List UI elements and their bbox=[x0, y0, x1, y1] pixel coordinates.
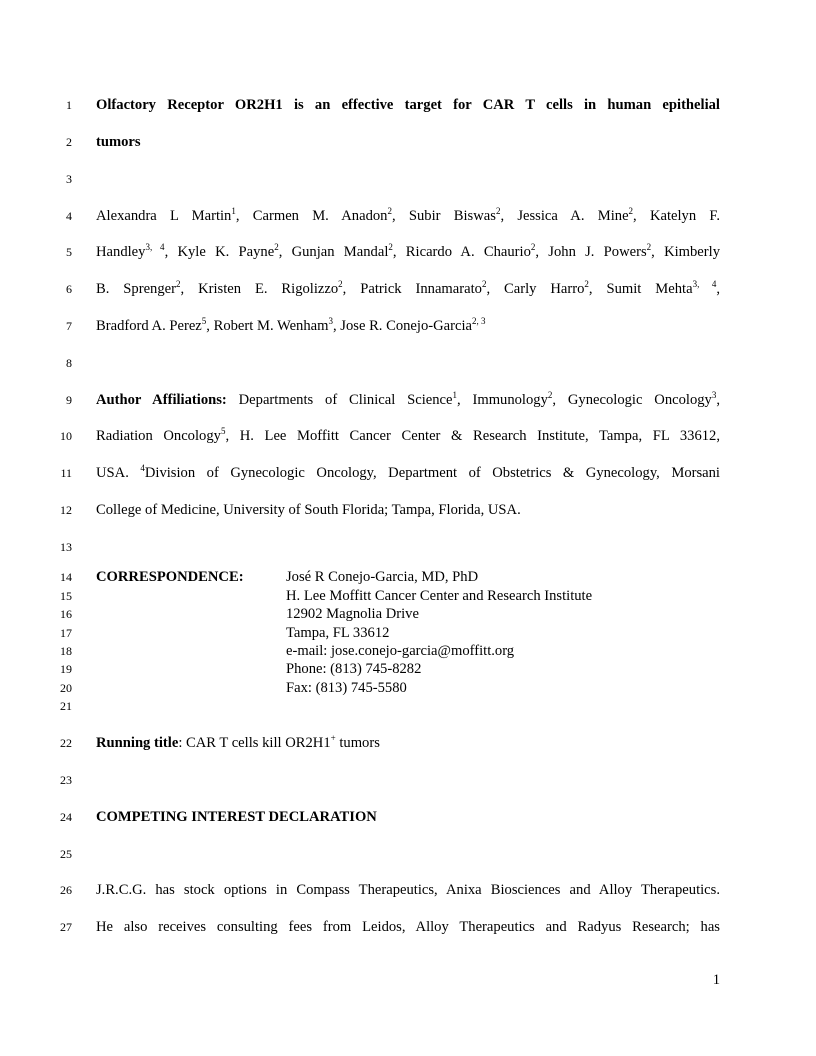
author-affiliation-sup: 2 bbox=[175, 279, 181, 289]
line-number: 14 bbox=[60, 570, 72, 584]
affiliations-line-10 bbox=[96, 427, 720, 445]
author-name: Carly Harro bbox=[504, 281, 585, 297]
competing-interest-heading: COMPETING INTEREST DECLARATION bbox=[96, 809, 377, 825]
line-number: 17 bbox=[60, 626, 72, 640]
line-number: 7 bbox=[66, 319, 72, 333]
author-affiliation-sup: 5 bbox=[201, 316, 207, 326]
author-affiliation-sup: 1 bbox=[231, 206, 236, 216]
correspondence-line: H. Lee Moffitt Cancer Center and Research Institute bbox=[286, 588, 593, 604]
line-number: 5 bbox=[66, 245, 72, 259]
running-title-label: Running title bbox=[96, 735, 179, 751]
author-name: Jessica A. Mine bbox=[517, 208, 629, 224]
correspondence-email: e-mail: jose.conejo-garcia@moffitt.org bbox=[286, 643, 515, 659]
line-number: 27 bbox=[60, 920, 72, 934]
author-name: John J. Powers bbox=[548, 244, 647, 260]
line-number: 13 bbox=[60, 540, 72, 554]
author-affiliation-sup: 2 bbox=[646, 242, 652, 252]
correspondence-line: José R Conejo-Garcia, MD, PhD bbox=[286, 569, 479, 585]
author-affiliation-sup: 2 bbox=[387, 206, 392, 216]
affiliations-l11-post: Division of Gynecologic Oncology, Department of Obstetrics & Gynecology, Morsani bbox=[144, 465, 720, 481]
affiliations-l11-pre: USA. bbox=[96, 465, 141, 481]
affiliation-text: , Immunology bbox=[456, 392, 548, 408]
author-affiliation-sup: 2 bbox=[530, 242, 536, 252]
author-name: Katelyn F. bbox=[649, 208, 720, 224]
affiliation-sup: 2 bbox=[547, 390, 553, 400]
affiliation-text: , Gynecologic Oncology bbox=[552, 392, 712, 408]
affiliations-label: Author Affiliations: bbox=[96, 392, 227, 408]
author-affiliation-sup: 2 bbox=[388, 242, 393, 252]
affiliations-line-11 bbox=[96, 464, 720, 482]
paper-title-line-2: tumors bbox=[96, 134, 141, 150]
line-number: 22 bbox=[60, 736, 72, 750]
author-name: Patrick Innamarato bbox=[360, 281, 482, 297]
affiliation-sup: 3 bbox=[711, 390, 717, 400]
author-name: Bradford A. Perez bbox=[96, 318, 202, 334]
competing-line-27: He also receives consulting fees from Leidos, Alloy Therapeutics and Radyus Research; has bbox=[96, 919, 720, 935]
author-name: B. Sprenger bbox=[96, 281, 176, 297]
line-number: 9 bbox=[66, 393, 72, 407]
author-name: Carmen M. Anadon bbox=[252, 208, 388, 224]
author-name: Subir Biswas bbox=[408, 208, 496, 224]
correspondence-line: 12902 Magnolia Drive bbox=[286, 606, 419, 622]
affiliation-text: Radiation Oncology bbox=[96, 428, 221, 444]
line-number: 21 bbox=[60, 699, 72, 713]
competing-line-26: J.R.C.G. has stock options in Compass Therapeutics, Anixa Biosciences and Alloy Therapeutics. bbox=[96, 882, 720, 898]
line-number: 25 bbox=[60, 847, 72, 861]
line-number: 10 bbox=[60, 429, 72, 443]
line-number: 12 bbox=[60, 503, 72, 517]
affiliation-text: , H. Lee Moffitt Cancer Center & Research Institute, Tampa, FL 33612, bbox=[225, 428, 720, 444]
affiliation-text: Departments of Clinical Science bbox=[238, 392, 453, 408]
author-name: Jose R. Conejo-Garcia bbox=[340, 318, 473, 334]
line-number: 26 bbox=[60, 883, 72, 897]
author-line-4: Alexandra L Martin$^1$, Carmen M. Anadon$^2$, Subir Biswas$^2$, Jessica A. Mine$^2$, Katelyn F. bbox=[96, 206, 720, 224]
author-affiliation-sup: 2 bbox=[274, 242, 279, 252]
running-title-text-end: tumors bbox=[335, 735, 380, 751]
author-affiliation-sup: 3 bbox=[328, 316, 333, 326]
author-name: Kimberly bbox=[664, 244, 720, 260]
author-name: Alexandra L Martin bbox=[96, 208, 232, 224]
author-affiliation-sup: 3, 4 bbox=[692, 279, 717, 289]
author-affiliation-sup: 2 bbox=[338, 279, 343, 289]
author-affiliation-sup: 3, 4 bbox=[145, 242, 165, 252]
author-name: Gunjan Mandal bbox=[291, 244, 389, 260]
author-name: Sumit Mehta bbox=[606, 281, 693, 297]
author-affiliation-sup: 2 bbox=[628, 206, 634, 216]
author-affiliation-sup: 2, 3 bbox=[472, 316, 486, 326]
line-number: 1 bbox=[66, 98, 72, 112]
affiliation-sup: 5 bbox=[220, 426, 226, 436]
line-number: 3 bbox=[66, 172, 72, 186]
running-title bbox=[96, 734, 720, 752]
correspondence-phone: Phone: (813) 745-8282 bbox=[286, 661, 422, 677]
author-name: Ricardo A. Chaurio bbox=[405, 244, 531, 260]
author-line-6: B. Sprenger$^2$, Kristen E. Rigolizzo$^2$, Patrick Innamarato$^2$, Carly Harro$^2$, Sumit Mehta$^{3, 4}$, bbox=[96, 279, 720, 297]
line-number: 19 bbox=[60, 662, 72, 676]
running-title-sup: + bbox=[330, 733, 336, 743]
correspondence-label: CORRESPONDENCE: bbox=[96, 569, 244, 585]
running-title-text: : CAR T cells kill OR2H1 bbox=[178, 735, 331, 751]
author-name: Robert M. Wenham bbox=[213, 318, 329, 334]
correspondence-fax: Fax: (813) 745-5580 bbox=[286, 680, 407, 696]
affiliation-text: , bbox=[716, 392, 721, 408]
author-name: Handley bbox=[96, 244, 146, 260]
affiliations-line-12: College of Medicine, University of South Florida; Tampa, Florida, USA. bbox=[96, 502, 521, 518]
line-number: 23 bbox=[60, 773, 72, 787]
author-name: Kristen E. Rigolizzo bbox=[198, 281, 339, 297]
affiliation-sup: 4 bbox=[140, 463, 145, 473]
line-number: 18 bbox=[60, 644, 72, 658]
line-number: 4 bbox=[66, 209, 72, 223]
paper-title-line-1: Olfactory Receptor OR2H1 is an effective target for CAR T cells in human epithelial bbox=[96, 97, 720, 113]
page-number: 1 bbox=[712, 972, 720, 988]
line-number: 6 bbox=[66, 282, 72, 296]
author-line-5: Handley$^{3, 4}$, Kyle K. Payne$^2$, Gunjan Mandal$^2$, Ricardo A. Chaurio$^2$, John J. Powers$^2$, Kimberly bbox=[96, 242, 720, 260]
affiliation-sup: 1 bbox=[452, 390, 457, 400]
affiliations-line-9 bbox=[96, 391, 720, 409]
line-number: 24 bbox=[60, 810, 72, 824]
author-name: Kyle K. Payne bbox=[177, 244, 275, 260]
author-affiliation-sup: 2 bbox=[495, 206, 501, 216]
line-number: 15 bbox=[60, 589, 72, 603]
line-number: 20 bbox=[60, 681, 72, 695]
line-number: 11 bbox=[60, 466, 72, 480]
line-number: 2 bbox=[66, 135, 72, 149]
author-affiliation-sup: 2 bbox=[584, 279, 589, 289]
correspondence-line: Tampa, FL 33612 bbox=[286, 625, 390, 641]
affiliations-line-9-text bbox=[239, 392, 720, 408]
author-affiliation-sup: 2 bbox=[481, 279, 487, 289]
line-number: 16 bbox=[60, 607, 72, 621]
line-number: 8 bbox=[66, 356, 72, 370]
author-line-7: Bradford A. Perez$^5$, Robert M. Wenham$^3$, Jose R. Conejo-Garcia$^{2, 3}$ bbox=[96, 316, 486, 334]
